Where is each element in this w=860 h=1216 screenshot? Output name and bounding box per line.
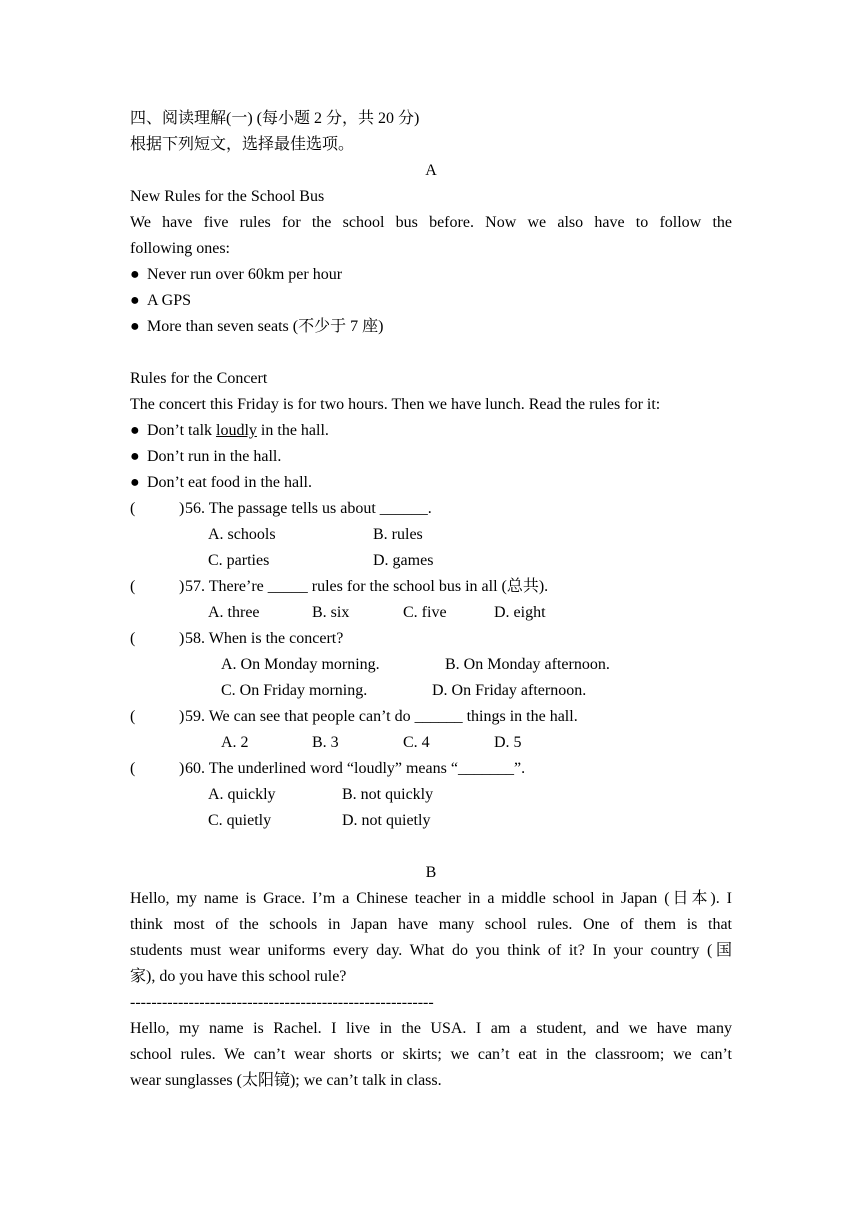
question-57 <box>130 574 732 600</box>
option-c[interactable]: C. quietly <box>208 812 272 829</box>
answer-paren-close: ) <box>179 500 185 517</box>
options-row <box>130 808 732 834</box>
bus-rule-text: A GPS <box>147 292 192 309</box>
passage-a-label: A <box>425 162 437 179</box>
option-a[interactable]: A. On Monday morning. <box>221 656 380 673</box>
bus-rules-intro-line-2: following ones: <box>130 240 230 257</box>
answer-paren-open[interactable]: ( <box>130 708 136 725</box>
rachel-letter-line: school rules. We can’t wear shorts or skirts; we can’t eat in the classroom; we can’t <box>130 1046 732 1063</box>
section-instruction: 根据下列短文，选择最佳选项。 <box>130 136 355 153</box>
concert-intro: The concert this Friday is for two hours. Then we have lunch. Read the rules for it: <box>130 396 661 413</box>
question-text: 56. The passage tells us about ______. <box>185 500 432 517</box>
option-d[interactable]: D. not quietly <box>342 812 431 829</box>
options-row <box>130 678 732 704</box>
answer-paren-open[interactable]: ( <box>130 760 136 777</box>
question-text: 58. When is the concert? <box>185 630 344 647</box>
bus-rule-text: Never run over 60km per hour <box>147 266 343 283</box>
bus-rules-title: New Rules for the School Bus <box>130 188 325 205</box>
concert-rule-text: Don’t talk <box>147 422 217 439</box>
worksheet-page <box>130 106 732 1094</box>
options-row <box>130 730 732 756</box>
bus-rule-item <box>130 262 732 288</box>
option-a[interactable]: A. quickly <box>208 786 276 803</box>
option-a[interactable]: A. schools <box>208 526 276 543</box>
answer-paren-open[interactable]: ( <box>130 630 136 647</box>
option-b[interactable]: B. 3 <box>312 734 339 751</box>
options-row <box>130 548 732 574</box>
spacer <box>130 340 732 366</box>
rachel-letter-line: wear sunglasses (太阳镜); we can’t talk in class. <box>130 1072 442 1089</box>
bullet-icon: ● <box>130 448 140 465</box>
question-59 <box>130 704 732 730</box>
option-b[interactable]: B. six <box>312 604 350 621</box>
options-row <box>130 600 732 626</box>
option-b[interactable]: B. On Monday afternoon. <box>445 656 610 673</box>
option-c[interactable]: C. On Friday morning. <box>221 682 368 699</box>
grace-letter-line: Hello, my name is Grace. I’m a Chinese teacher in a middle school in Japan (日本). I <box>130 890 732 907</box>
bus-rule-text: More than seven seats (不少于 7 座) <box>147 318 384 335</box>
bullet-icon: ● <box>130 318 140 335</box>
option-c[interactable]: C. parties <box>208 552 270 569</box>
bus-rule-item <box>130 314 732 340</box>
answer-paren-open[interactable]: ( <box>130 500 136 517</box>
concert-rule-item <box>130 418 732 444</box>
option-a[interactable]: A. 2 <box>221 734 249 751</box>
bus-rule-item <box>130 288 732 314</box>
question-text: 59. We can see that people can’t do ______ things in the hall. <box>185 708 578 725</box>
option-d[interactable]: D. On Friday afternoon. <box>432 682 587 699</box>
passage-b-label: B <box>425 864 437 881</box>
answer-paren-close: ) <box>179 760 185 777</box>
grace-letter-line: 家), do you have this school rule? <box>130 968 347 985</box>
concert-rule-text: in the hall. <box>256 422 329 439</box>
concert-rule-item <box>130 444 732 470</box>
bullet-icon: ● <box>130 266 140 283</box>
grace-letter-line: students must wear uniforms every day. What do you think of it? In your country (国 <box>130 942 732 959</box>
option-b[interactable]: B. not quickly <box>342 786 434 803</box>
options-row <box>130 782 732 808</box>
underlined-word: loudly <box>216 422 257 439</box>
answer-paren-close: ) <box>179 578 185 595</box>
options-row <box>130 522 732 548</box>
question-text: 57. There’re _____ rules for the school bus in all (总共). <box>185 578 549 595</box>
question-60 <box>130 756 732 782</box>
option-d[interactable]: D. 5 <box>494 734 522 751</box>
grace-letter-line: think most of the schools in Japan have many school rules. One of them is that <box>130 916 732 933</box>
option-c[interactable]: C. 4 <box>403 734 430 751</box>
rachel-letter-line: Hello, my name is Rachel. I live in the USA. I am a student, and we have many <box>130 1020 732 1037</box>
option-b[interactable]: B. rules <box>373 526 423 543</box>
option-d[interactable]: D. eight <box>494 604 546 621</box>
concert-rule-text: Don’t run in the hall. <box>147 448 282 465</box>
question-58 <box>130 626 732 652</box>
bullet-icon: ● <box>130 422 140 439</box>
option-d[interactable]: D. games <box>373 552 434 569</box>
bus-rules-intro-line-1: We have five rules for the school bus before. Now we also have to follow the <box>130 214 732 231</box>
answer-paren-open[interactable]: ( <box>130 578 136 595</box>
question-text: 60. The underlined word “loudly” means “_______”. <box>185 760 526 777</box>
option-a[interactable]: A. three <box>208 604 260 621</box>
concert-rule-item <box>130 470 732 496</box>
bullet-icon: ● <box>130 474 140 491</box>
answer-paren-close: ) <box>179 630 185 647</box>
section-heading: 四、阅读理解(一) (每小题 2 分，共 20 分) <box>130 110 420 127</box>
bullet-icon: ● <box>130 292 140 309</box>
answer-paren-close: ) <box>179 708 185 725</box>
concert-rules-title: Rules for the Concert <box>130 370 268 387</box>
question-56 <box>130 496 732 522</box>
spacer <box>130 834 732 860</box>
divider: --------------------------------------------------------- <box>130 994 434 1011</box>
options-row <box>130 652 732 678</box>
option-c[interactable]: C. five <box>403 604 447 621</box>
concert-rule-text: Don’t eat food in the hall. <box>147 474 312 491</box>
